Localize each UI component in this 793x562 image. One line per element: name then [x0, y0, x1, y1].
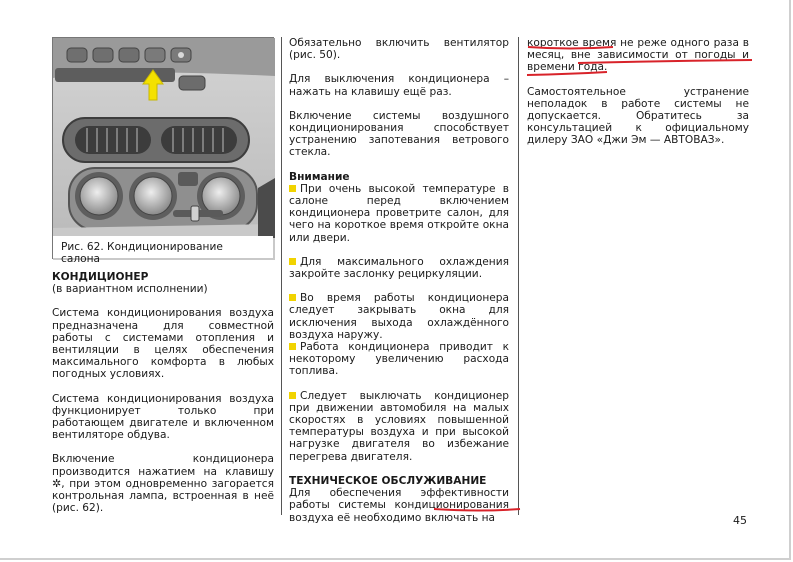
annotation-underline — [528, 47, 613, 49]
annotation-underline — [578, 60, 752, 63]
warning-text: При очень высокой температуре в салоне перед включением кондиционера проветрите салон, для чего на короткое время откройте окна или двери. — [289, 182, 509, 244]
warning-text: Работа кондиционера приводит к некоторому увеличению расхода топлива. — [289, 341, 509, 378]
paragraph: Самостоятельное устранение неполадок в работе системы не допускается. Обратитесь за консультацией к официальному дилеру ЗАО «Джи Эм — АВТОВАЗ». — [527, 85, 749, 147]
paragraph-text: , при этом одновременно загорается контрольная лампа, встроенная в неё (рис. 62). — [52, 477, 274, 515]
paragraph: Система кондиционирования воздуха предназначена для совместной работы с системами отопления и вентиляции в целях обеспечения максимального комфорта в любых погодных условиях. — [52, 307, 274, 381]
section-subheading: (в вариантном исполнении) — [52, 283, 208, 296]
paragraph: Для обеспечения эффективности работы системы кондиционирования воздуха её необходимо включать на — [289, 487, 509, 524]
warning-text: Следует выключать кондиционер при движении автомобиля на малых скоростях в условиях повышенной температуры воздуха и при высокой нагрузке двигателя во избежание перегрева двигателя. — [289, 389, 509, 463]
paragraph: Включение системы воздушного кондиционирования способствует устранению запотевания ветрового стекла. — [289, 109, 509, 159]
paragraph: Система кондиционирования воздуха функционирует только при работающем двигателе и включенном вентиляторе обдува. — [52, 392, 274, 442]
section-heading-maintenance: ТЕХНИЧЕСКОЕ ОБСЛУЖИВАНИЕ — [289, 474, 487, 487]
paragraph-text: Включение кондиционера производится нажатием на клавишу — [52, 453, 274, 478]
paragraph: короткое время не реже одного раза в месяц, вне зависимости от погоды и времени года. — [527, 37, 749, 74]
section-heading-conditioner: КОНДИЦИОНЕР — [52, 271, 149, 283]
page-number: 45 — [733, 514, 747, 527]
warning-title: Внимание — [289, 170, 350, 183]
figure-caption: Рис. 62. Кондиционирование салона — [53, 236, 273, 258]
paragraph: Обязательно включить вентилятор (рис. 50). — [289, 37, 509, 62]
ac-snowflake-icon: ✲ — [52, 476, 62, 490]
warning-text: Для максимального охлаждения закройте заслонку рециркуляции. — [289, 255, 509, 281]
annotation-underline — [434, 509, 520, 511]
annotation-underline — [527, 72, 607, 75]
warning-text: Во время работы кондиционера следует закрывать окна для исключения выхода охлаждённого воздуха наружу. — [289, 292, 509, 341]
paragraph: Для выключения кондиционера – нажать на клавишу ещё раз. — [289, 73, 509, 98]
